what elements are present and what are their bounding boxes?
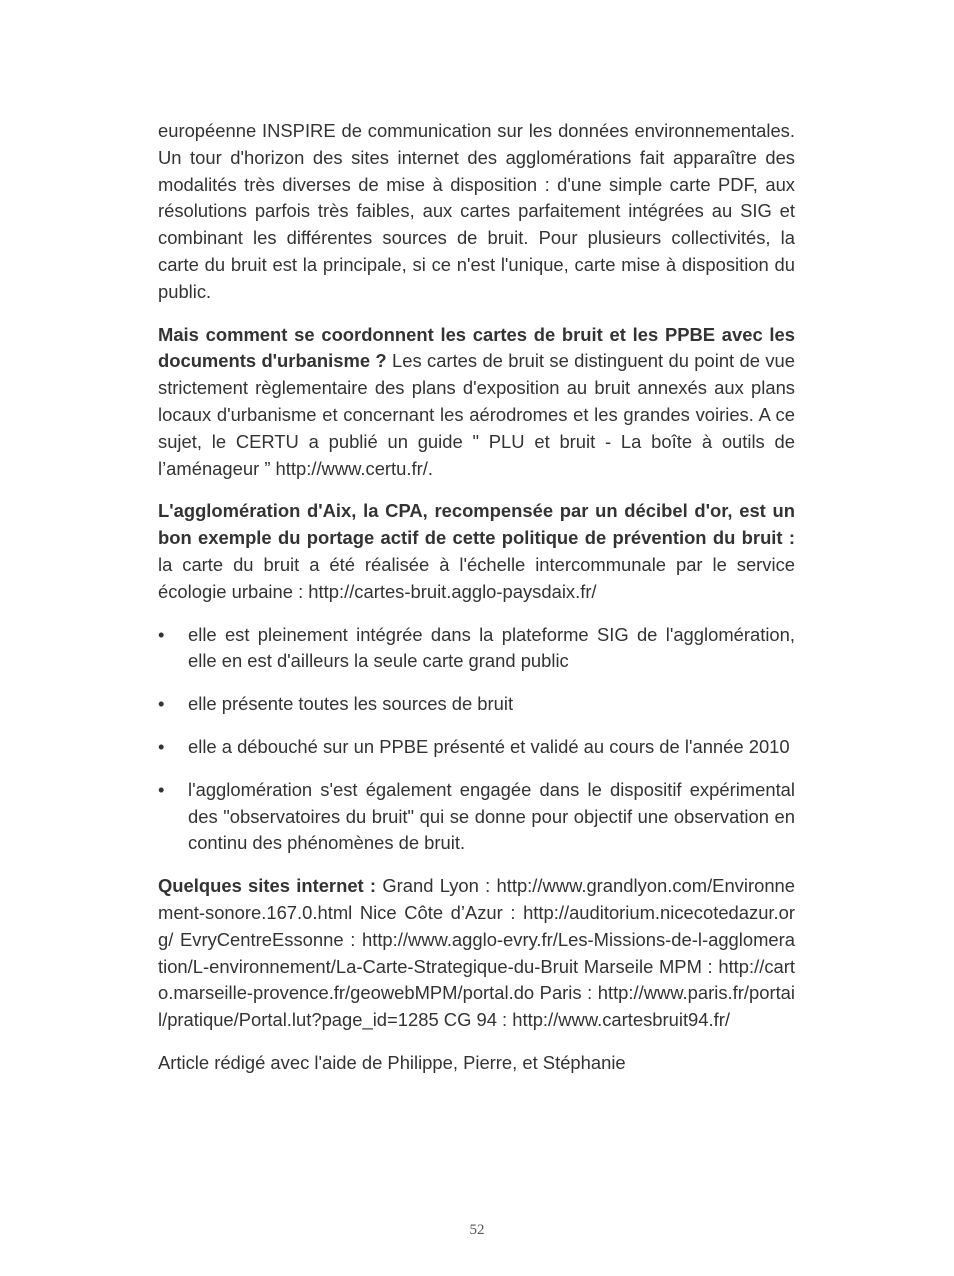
paragraph-urbanisme-heading: Mais comment se coordonnent les cartes de bruit et les PPBE avec les documents d'urbanisme ? (158, 323, 795, 372)
paragraph-aix-heading: L'agglomération d'Aix, la CPA, recompensée par un décibel d'or, est un bon exemple du portage actif de cette politique de prévention du bruit : (158, 500, 795, 549)
paragraph-urbanisme (158, 322, 795, 483)
bullet-list (158, 622, 795, 858)
credit-text: Article rédigé avec l'aide de Philippe, Pierre, et Stéphanie (158, 1051, 626, 1073)
list-item (158, 734, 795, 761)
paragraph-sites (158, 873, 795, 1034)
list-item (158, 777, 795, 857)
list-item-text: l'agglomération s'est également engagée dans le dispositif expérimental des "observatoires du bruit" qui se donne pour objectif une observation en continu des phénomènes de bruit. (188, 778, 795, 854)
bullet-icon: • (158, 778, 165, 800)
paragraph-aix (158, 498, 795, 605)
list-item (158, 622, 795, 676)
document-body (158, 118, 795, 1093)
sites-heading: Quelques sites internet : (158, 875, 377, 897)
sites-links-text: Grand Lyon : http://www.grandlyon.com/Environnement-sonore.167.0.html Nice Côte d’Azur : http://auditorium.nicecotedazur.org/ EvryCentreEssonne : http://www.agglo-evry.fr/Les-Missions-de-l-agglomeration/L-environnement/La-Carte-Strategique-du-Bruit Marseile MPM : http://carto.marseille-provence.fr/geowebMPM/portal.do Paris : http://www.paris.fr/portail/pratique/Portal.lut?page_id=1285 CG 94 : http://www.cartesbruit94.fr/ (158, 875, 795, 1031)
bullet-icon: • (158, 735, 165, 757)
list-item-text: elle est pleinement intégrée dans la plateforme SIG de l'agglomération, elle en est d'ailleurs la seule carte grand public (188, 623, 795, 672)
paragraph-inspire (158, 118, 795, 306)
paragraph-aix-text: la carte du bruit a été réalisée à l'échelle intercommunale par le service écologie urbaine : http://cartes-bruit.agglo-paysdaix.fr/ (158, 553, 795, 602)
paragraph-urbanisme-text: Les cartes de bruit se distinguent du point de vue strictement règlementaire des plans d'exposition au bruit annexés aux plans locaux d'urbanisme et concernant les aérodromes et les grandes voiries. A ce sujet, le CERTU a publié un guide " PLU et bruit - La boîte à outils de l’aménageur ” http://www.certu.fr/. (158, 350, 795, 479)
bullet-icon: • (158, 693, 165, 715)
paragraph-inspire-text: européenne INSPIRE de communication sur les données environnementales. Un tour d'horizon des sites internet des agglomérations fait apparaître des modalités très diverses de mise à disposition : d'une simple carte PDF, aux résolutions parfois très faibles, aux cartes parfaitement intégrées au SIG et combinant les différentes sources de bruit. Pour plusieurs collectivités, la carte du bruit est la principale, si ce n'est l'unique, carte mise à disposition du public. (158, 120, 795, 302)
list-item-text: elle présente toutes les sources de bruit (188, 693, 514, 715)
list-item (158, 691, 795, 718)
list-item-text: elle a débouché sur un PPBE présenté et validé au cours de l'année 2010 (188, 735, 790, 757)
page-number: 52 (469, 1222, 485, 1238)
bullet-icon: • (158, 623, 165, 645)
paragraph-credit (158, 1050, 795, 1077)
